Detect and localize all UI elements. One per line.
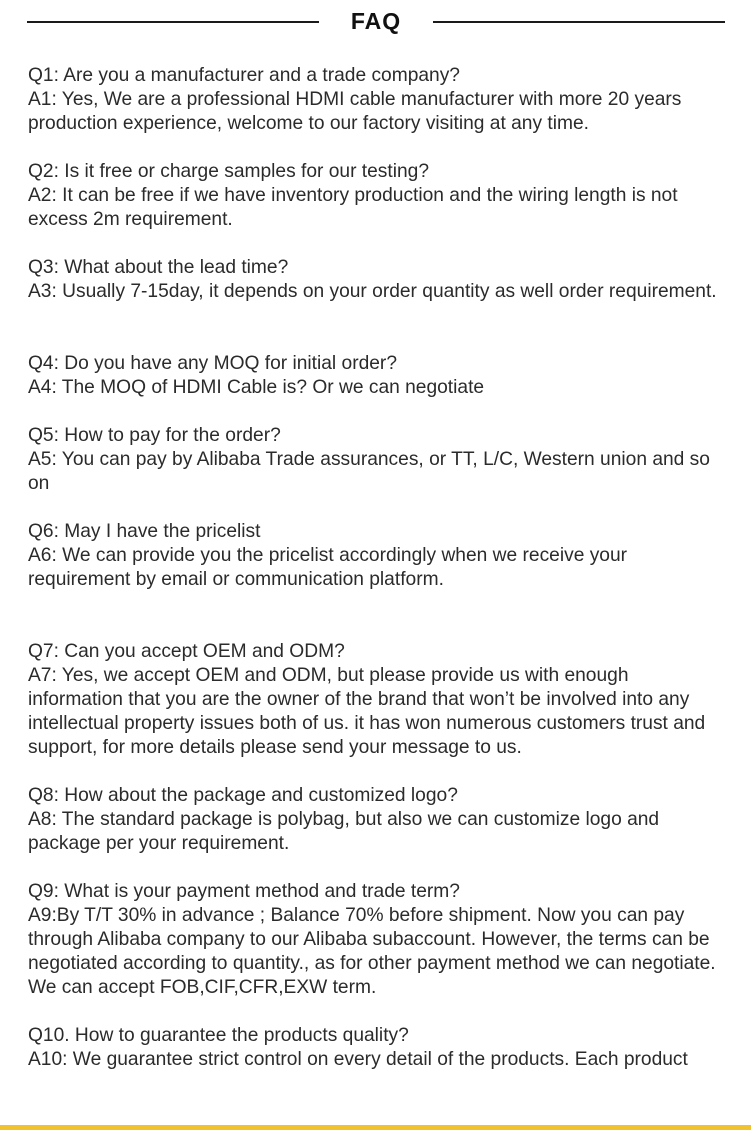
- faq-question: Q2: Is it free or charge samples for our testing?: [28, 161, 429, 182]
- faq-header: [0, 0, 751, 44]
- spacer: [28, 136, 728, 160]
- faq-question: Q10. How to guarantee the products quality?: [28, 1025, 409, 1046]
- spacer: [28, 496, 728, 520]
- page-title: FAQ: [350, 8, 402, 34]
- faq-answer: A1: Yes, We are a professional HDMI cable manufacturer with more 20 years production experience, welcome to our factory visiting at any time.: [28, 89, 682, 134]
- faq-question: Q3: What about the lead time?: [28, 257, 289, 278]
- spacer: [28, 592, 728, 640]
- faq-question: Q1: Are you a manufacturer and a trade company?: [28, 65, 460, 86]
- faq-question: Q4: Do you have any MOQ for initial order?: [28, 353, 397, 374]
- faq-item-6: [28, 520, 728, 592]
- faq-item-3: [28, 256, 728, 304]
- faq-question: Q9: What is your payment method and trade term?: [28, 881, 460, 902]
- faq-list: [28, 64, 728, 1072]
- faq-item-5: [28, 424, 728, 496]
- faq-answer: A9:By T/T 30% in advance ; Balance 70% before shipment. Now you can pay through Alibaba company to our Alibaba subaccount. However, the terms can be negotiated according to quantity., as for other payment method we can negotiate. We can accept FOB,CIF,CFR,EXW term.: [28, 905, 716, 998]
- faq-answer: A2: It can be free if we have inventory production and the wiring length is not excess 2m requirement.: [28, 185, 678, 230]
- faq-answer: A7: Yes, we accept OEM and ODM, but please provide us with enough information that you are the owner of the brand that won’t be involved into any intellectual property issues both of us. it has won numerous customers trust and support, for more details please send your message to us.: [28, 665, 706, 758]
- faq-answer: A8: The standard package is polybag, but also we can customize logo and package per your requirement.: [28, 809, 660, 854]
- faq-answer: A3: Usually 7-15day, it depends on your order quantity as well order requirement.: [28, 281, 717, 302]
- spacer: [28, 232, 728, 256]
- spacer: [28, 400, 728, 424]
- spacer: [28, 1000, 728, 1024]
- faq-item-8: [28, 784, 728, 856]
- faq-item-1: [28, 64, 728, 136]
- faq-answer: A10: We guarantee strict control on every detail of the products. Each product: [28, 1049, 688, 1070]
- faq-question: Q8: How about the package and customized logo?: [28, 785, 458, 806]
- faq-question: Q7: Can you accept OEM and ODM?: [28, 641, 345, 662]
- faq-item-10: [28, 1024, 728, 1072]
- faq-answer: A6: We can provide you the pricelist accordingly when we receive your requirement by email or communication platform.: [28, 545, 628, 590]
- header-rule-right: [433, 21, 725, 23]
- faq-question: Q5: How to pay for the order?: [28, 425, 281, 446]
- faq-item-4: [28, 352, 728, 400]
- header-rule-left: [27, 21, 319, 23]
- faq-item-9: [28, 880, 728, 1000]
- spacer: [28, 760, 728, 784]
- bottom-accent-bar: [0, 1125, 751, 1130]
- faq-item-2: [28, 160, 728, 232]
- spacer: [28, 304, 728, 352]
- faq-answer: A4: The MOQ of HDMI Cable is? Or we can negotiate: [28, 377, 485, 398]
- faq-question: Q6: May I have the pricelist: [28, 521, 261, 542]
- faq-item-7: [28, 640, 728, 760]
- faq-answer: A5: You can pay by Alibaba Trade assurances, or TT, L/C, Western union and so on: [28, 449, 710, 494]
- spacer: [28, 856, 728, 880]
